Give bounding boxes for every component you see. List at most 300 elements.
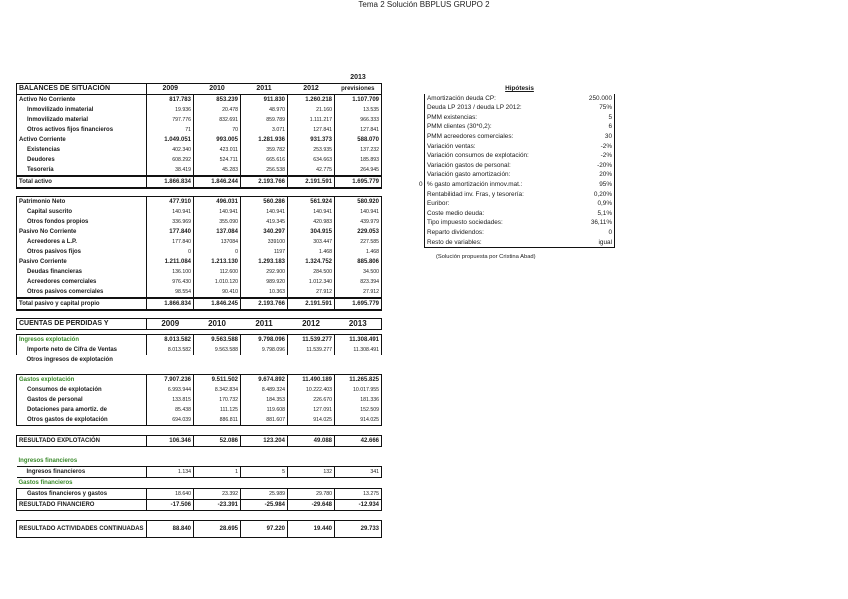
hypothesis-row (425, 180, 615, 190)
spacer-cell (288, 511, 335, 521)
hypothesis-label: 0 % gasto amortización inmov.mat.: (425, 180, 565, 190)
pyg-title: CUENTAS DE PERDIDAS Y (17, 319, 147, 330)
pyg-spacer (17, 365, 382, 375)
balance-cell: 1.866.834 (147, 298, 194, 310)
balance-cell: 140.941 (288, 207, 335, 217)
balance-cell: 185.893 (335, 155, 382, 165)
hypothesis-row (425, 94, 615, 104)
balance-cell: 21.160 (288, 105, 335, 115)
pyg-year: 2010 (194, 319, 241, 330)
pyg-cell (241, 478, 288, 489)
spacer-cell (241, 365, 288, 375)
pyg-row-label: Gastos de personal (17, 395, 147, 405)
hypotheses-title: Hipótesis (505, 85, 534, 92)
pyg-row (17, 489, 382, 500)
balance-cell: 524.711 (194, 155, 241, 165)
pyg-cell: 914.025 (288, 415, 335, 426)
hypothesis-value: 0,9% (565, 199, 615, 209)
balance-cell: 1.846.245 (194, 298, 241, 310)
spacer-cell (241, 188, 288, 197)
pyg-cell: -12.934 (335, 500, 382, 511)
pyg-cell: 85.438 (147, 405, 194, 415)
balance-cell: 1.846.244 (194, 176, 241, 188)
hypothesis-row (425, 228, 615, 238)
pyg-spacer (17, 447, 382, 457)
hypothesis-label: Reparto dividendos: (425, 228, 565, 238)
pyg-row-label: RESULTADO EXPLOTACIÓN (17, 436, 147, 447)
hypothesis-value: -2% (565, 142, 615, 152)
pyg-row-label: Gastos financieros (18, 480, 73, 486)
pyg-cell (335, 355, 382, 365)
balance-cell: 292.900 (241, 267, 288, 277)
balance-cell: 420.983 (288, 217, 335, 227)
balance-row-label: Activo Corriente (17, 135, 147, 145)
balance-cell: 419.345 (241, 217, 288, 227)
pyg-row (17, 456, 382, 467)
pyg-cell: 18.640 (147, 489, 194, 500)
hypothesis-label: PMM existencias: (425, 113, 565, 123)
balance-cell: 140.941 (194, 207, 241, 217)
balance-row-label: Inmovilizado material (17, 115, 147, 125)
spacer-cell (335, 188, 382, 197)
spacer-cell (335, 511, 382, 521)
hypothesis-label: PMM acreedores comerciales: (425, 132, 565, 142)
pyg-cell (194, 456, 241, 467)
hypothesis-row (425, 218, 615, 228)
balance-cell: 253.935 (288, 145, 335, 155)
pyg-spacer (17, 511, 382, 521)
balance-cell: 496.031 (194, 197, 241, 208)
hypothesis-row (425, 238, 615, 248)
pyg-cell (147, 355, 194, 365)
pyg-cell: -17.506 (147, 500, 194, 511)
hypothesis-label: Rentabilidad inv. Fras, y tesorería: (425, 190, 565, 200)
hypothesis-row (425, 103, 615, 113)
hypothesis-row (425, 161, 615, 171)
pyg-cell: 1 (194, 467, 241, 478)
balance-cell: 127.841 (335, 125, 382, 135)
balance-cell: 304.915 (288, 227, 335, 237)
pyg-cell: 5 (241, 467, 288, 478)
balance-cell: 2.193.766 (241, 298, 288, 310)
pyg-row-label: Importe neto de Cifra de Ventas (17, 345, 147, 355)
balance-spacer (17, 188, 382, 197)
hypothesis-row (425, 113, 615, 123)
spacer-cell (17, 426, 147, 436)
hypothesis-label: Variación consumos de explotación: (425, 151, 565, 161)
pyg-cell: 881.607 (241, 415, 288, 426)
balance-row-label: Acreedores comerciales (17, 277, 147, 287)
balance-cell: 38.419 (147, 165, 194, 176)
balance-cell: 817.783 (147, 95, 194, 106)
balance-row (17, 267, 382, 277)
balance-row-label: Inmovilizado inmaterial (17, 105, 147, 115)
pyg-row (17, 500, 382, 511)
pyg-cell: 23.392 (194, 489, 241, 500)
balance-cell: 402.340 (147, 145, 194, 155)
spacer-cell (335, 426, 382, 436)
hypothesis-value: 36,11% (565, 218, 615, 228)
hypothesis-value: 30 (565, 132, 615, 142)
pyg-cell: 11.539.277 (288, 335, 335, 346)
balance-cell: 140.941 (147, 207, 194, 217)
hypothesis-label: Deuda LP 2013 / deuda LP 2012: (425, 103, 565, 113)
balance-cell: 256.538 (241, 165, 288, 176)
balance-cell: 1.107.709 (335, 95, 382, 106)
hypothesis-value: igual (565, 238, 615, 248)
balance-cell: 2.191.591 (288, 298, 335, 310)
balance-cell: 439.979 (335, 217, 382, 227)
balance-table (16, 73, 382, 311)
pyg-row (17, 385, 382, 395)
balance-cell: 1.010.120 (194, 277, 241, 287)
balance-row-label: Activo No Corriente (17, 95, 147, 106)
balance-title: BALANCES DE SITUACIÓN (17, 84, 147, 95)
pyg-cell: 11.490.189 (288, 375, 335, 386)
pyg-row (17, 436, 382, 447)
balance-year: 2011 (241, 84, 288, 95)
pyg-cell: 10.017.955 (335, 385, 382, 395)
pyg-cell: 6.993.944 (147, 385, 194, 395)
pyg-cell: 29.780 (288, 489, 335, 500)
balance-cell: 634.663 (288, 155, 335, 165)
pyg-row (17, 521, 382, 538)
pyg-year: 2011 (241, 319, 288, 330)
pyg-row (17, 375, 382, 386)
balance-row (17, 145, 382, 155)
balance-cell: 136.100 (147, 267, 194, 277)
balance-cell: 1.468 (335, 247, 382, 257)
balance-cell: 140.941 (335, 207, 382, 217)
pyg-cell (147, 478, 194, 489)
balance-cell: 13.535 (335, 105, 382, 115)
pyg-cell: 119.608 (241, 405, 288, 415)
hypothesis-label: Euribor: (425, 199, 565, 209)
balance-row-label: Pasivo Corriente (17, 257, 147, 267)
balance-year: previsiones (335, 84, 382, 95)
balance-row (17, 257, 382, 267)
pyg-cell: 133.815 (147, 395, 194, 405)
spacer-cell (147, 365, 194, 375)
pyg-cell (288, 355, 335, 365)
hypothesis-label: Tipo impuesto sociedades: (425, 218, 565, 228)
hypothesis-value: 250.000 (565, 94, 615, 104)
pyg-cell (288, 478, 335, 489)
pyg-cell: 8.342.834 (194, 385, 241, 395)
pyg-row (17, 395, 382, 405)
hypothesis-value: 20% (565, 170, 615, 180)
balance-cell: 70 (194, 125, 241, 135)
pyg-cell: 11.308.491 (335, 335, 382, 346)
balance-cell: 665.616 (241, 155, 288, 165)
balance-row-label: Otros pasivos comerciales (17, 287, 147, 298)
pyg-cell: 184.353 (241, 395, 288, 405)
balance-cell: 34.500 (335, 267, 382, 277)
balance-cell: 423.011 (194, 145, 241, 155)
balance-cell: 340.297 (241, 227, 288, 237)
balance-cell: 1.695.779 (335, 176, 382, 188)
balance-cell: 588.070 (335, 135, 382, 145)
balance-row-label: Deudas financieras (17, 267, 147, 277)
balance-row (17, 227, 382, 237)
pyg-row-label: Ingresos financieros (18, 458, 78, 464)
hypotheses-table (419, 84, 615, 248)
hypothesis-row (425, 190, 615, 200)
balance-cell: 1.211.084 (147, 257, 194, 267)
balance-cell: 1.111.217 (288, 115, 335, 125)
balance-cell: 989.920 (241, 277, 288, 287)
balance-cell: 71 (147, 125, 194, 135)
author-note: (Solución propuesta por Cristina Abad) (436, 254, 536, 260)
balance-row-label: Deudores (17, 155, 147, 165)
pyg-row-label: Consumos de explotación (17, 385, 147, 395)
pyg-row (17, 335, 382, 346)
balance-row (17, 217, 382, 227)
balance-cell: 90.410 (194, 287, 241, 298)
pyg-cell: 29.733 (335, 521, 382, 538)
balance-cell: 0 (147, 247, 194, 257)
pyg-row-label: Dotaciones para amortiz. de (17, 405, 147, 415)
balance-cell: 976.430 (147, 277, 194, 287)
pyg-cell: 111.125 (194, 405, 241, 415)
spacer-cell (194, 365, 241, 375)
pyg-cell: -25.984 (241, 500, 288, 511)
balance-cell: 859.789 (241, 115, 288, 125)
hypothesis-value: 5,1% (565, 209, 615, 219)
hypothesis-value: 5 (565, 113, 615, 123)
balance-row (17, 115, 382, 125)
hypothesis-value: -20% (565, 161, 615, 171)
balance-cell: 608.292 (147, 155, 194, 165)
pyg-row-label: Otros ingresos de explotación (26, 357, 113, 363)
pyg-cell: 42.666 (335, 436, 382, 447)
balance-cell: 1.260.218 (288, 95, 335, 106)
pyg-cell: 9.674.892 (241, 375, 288, 386)
balance-cell: 10.363 (241, 287, 288, 298)
balance-row-label: Acreedores a L.P. (17, 237, 147, 247)
pyg-cell: 7.907.236 (147, 375, 194, 386)
balance-row-label: Patrimonio Neto (17, 197, 147, 208)
balance-cell: 227.585 (335, 237, 382, 247)
pyg-cell (335, 478, 382, 489)
balance-cell: 853.239 (194, 95, 241, 106)
pyg-cell: 9.798.096 (241, 345, 288, 355)
balance-row-label: Pasivo No Corriente (17, 227, 147, 237)
hypothesis-row (425, 142, 615, 152)
balance-cell: 885.806 (335, 257, 382, 267)
hypothesis-prefix: 0 (419, 180, 423, 188)
balance-cell: 137.084 (194, 227, 241, 237)
balance-cell: 177.840 (147, 227, 194, 237)
spacer-cell (288, 188, 335, 197)
balance-row-label: Tesorería (17, 165, 147, 176)
balance-cell: 823.394 (335, 277, 382, 287)
hypothesis-label: Resto de variables: (425, 238, 565, 248)
balance-row (17, 95, 382, 106)
pyg-cell: 52.086 (194, 436, 241, 447)
pyg-cell: 132 (288, 467, 335, 478)
hypothesis-label: PMM clientes (30*0,2): (425, 122, 565, 132)
balance-cell: 797.776 (147, 115, 194, 125)
hypothesis-label: Amortización deuda CP: (425, 94, 565, 104)
balance-cell: 140.941 (241, 207, 288, 217)
hypothesis-label: Variación gasto amortización: (425, 170, 565, 180)
pyg-cell: 106.346 (147, 436, 194, 447)
pyg-spacer (17, 426, 382, 436)
pyg-cell: 152.509 (335, 405, 382, 415)
pyg-cell: 127.091 (288, 405, 335, 415)
balance-cell: 177.840 (147, 237, 194, 247)
spacer-cell (288, 426, 335, 436)
pyg-cell: 9.511.502 (194, 375, 241, 386)
balance-row (17, 207, 382, 217)
hypothesis-row (425, 209, 615, 219)
balance-row (17, 105, 382, 115)
pyg-cell: 25.989 (241, 489, 288, 500)
balance-row (17, 237, 382, 247)
balance-year: 2012 (288, 84, 335, 95)
balance-row (17, 135, 382, 145)
hypothesis-label: Coste medio deuda: (425, 209, 565, 219)
pyg-cell (194, 478, 241, 489)
spacer-cell (288, 447, 335, 457)
balance-row-label: Otros fondos propios (17, 217, 147, 227)
pyg-cell: 8.013.582 (147, 345, 194, 355)
balance-row-label: Total activo (17, 176, 147, 188)
pyg-cell: 170.732 (194, 395, 241, 405)
spacer-cell (17, 511, 147, 521)
balance-row (17, 197, 382, 208)
balance-cell: 911.830 (241, 95, 288, 106)
spacer-cell (194, 511, 241, 521)
pyg-cell: 914.025 (335, 415, 382, 426)
balance-year: 2010 (194, 84, 241, 95)
pyg-cell: -29.648 (288, 500, 335, 511)
balance-row (17, 165, 382, 176)
hypothesis-value: 6 (565, 122, 615, 132)
pyg-cell: 11.265.825 (335, 375, 382, 386)
pyg-cell: 886.811 (194, 415, 241, 426)
balance-row-label: Total pasivo y capital propio (17, 298, 147, 310)
spacer-cell (241, 511, 288, 521)
balance-cell: 264.945 (335, 165, 382, 176)
balance-cell: 2.193.766 (241, 176, 288, 188)
pyg-year: 2009 (147, 319, 194, 330)
balance-cell: 1.468 (288, 247, 335, 257)
balance-cell: 48.970 (241, 105, 288, 115)
balance-row (17, 247, 382, 257)
balance-cell: 20.478 (194, 105, 241, 115)
pyg-cell: 49.088 (288, 436, 335, 447)
balance-cell: 580.920 (335, 197, 382, 208)
balance-cell: 2.191.591 (288, 176, 335, 188)
pyg-row (17, 478, 382, 489)
pyg-cell (288, 456, 335, 467)
spacer-cell (194, 447, 241, 457)
balance-year: 2009 (147, 84, 194, 95)
balance-cell: 1.324.752 (288, 257, 335, 267)
balance-cell: 42.775 (288, 165, 335, 176)
spacer-cell (241, 447, 288, 457)
balance-cell: 98.554 (147, 287, 194, 298)
balance-cell: 0 (194, 247, 241, 257)
balance-cell: 1197 (241, 247, 288, 257)
balance-row-label: Capital suscrito (17, 207, 147, 217)
pyg-cell: 11.308.491 (335, 345, 382, 355)
balance-cell: 229.053 (335, 227, 382, 237)
pyg-cell (194, 355, 241, 365)
pyg-cell: 123.204 (241, 436, 288, 447)
pyg-row-label: Gastos explotación (17, 375, 147, 386)
balance-cell: 832.691 (194, 115, 241, 125)
spacer-cell (241, 426, 288, 436)
pyg-cell (335, 456, 382, 467)
pyg-cell: 694.039 (147, 415, 194, 426)
pyg-cell: 9.798.096 (241, 335, 288, 346)
balance-cell: 477.910 (147, 197, 194, 208)
balance-cell: 1.012.340 (288, 277, 335, 287)
hypothesis-row (425, 132, 615, 142)
pyg-cell: 8.013.582 (147, 335, 194, 346)
pyg-cell: 9.563.588 (194, 335, 241, 346)
balance-cell: 27.912 (335, 287, 382, 298)
balance-row (17, 277, 382, 287)
balance-cell: 336.969 (147, 217, 194, 227)
pyg-cell: 9.563.588 (194, 345, 241, 355)
balance-row (17, 155, 382, 165)
balance-cell: 560.286 (241, 197, 288, 208)
pyg-row (17, 355, 382, 365)
balance-row-label: Otros activos fijos financieros (17, 125, 147, 135)
pyg-cell: 1.134 (147, 467, 194, 478)
pyg-row-label: Otros gastos de explotación (17, 415, 147, 426)
spacer-cell (17, 447, 147, 457)
balance-cell: 1.293.183 (241, 257, 288, 267)
hypothesis-row (425, 151, 615, 161)
pyg-cell: 97.220 (241, 521, 288, 538)
balance-cell: 966.333 (335, 115, 382, 125)
balance-cell: 45.283 (194, 165, 241, 176)
hypothesis-value: 0,20% (565, 190, 615, 200)
balance-cell: 1.213.130 (194, 257, 241, 267)
spacer-cell (335, 365, 382, 375)
hypothesis-value: 0 (565, 228, 615, 238)
pyg-row (17, 415, 382, 426)
spacer-cell (17, 365, 147, 375)
balance-cell: 112.600 (194, 267, 241, 277)
hypothesis-value: -2% (565, 151, 615, 161)
pyg-row (17, 467, 382, 478)
balance-year-2013: 2013 (350, 74, 366, 81)
balance-cell: 359.782 (241, 145, 288, 155)
pyg-cell: 88.840 (147, 521, 194, 538)
pyg-cell: 11.539.277 (288, 345, 335, 355)
balance-cell: 339100 (241, 237, 288, 247)
balance-row (17, 176, 382, 188)
balance-cell: 303.447 (288, 237, 335, 247)
balance-cell: 127.841 (288, 125, 335, 135)
pyg-cell: 181.336 (335, 395, 382, 405)
balance-cell: 3.071 (241, 125, 288, 135)
hypothesis-row (425, 199, 615, 209)
spacer-cell (147, 188, 194, 197)
pyg-cell (147, 456, 194, 467)
hypothesis-label: Variación ventas: (425, 142, 565, 152)
pyg-cell: -23.391 (194, 500, 241, 511)
pyg-cell: 19.440 (288, 521, 335, 538)
pyg-row-label: Ingresos financieros (17, 467, 147, 478)
balance-cell: 1.866.834 (147, 176, 194, 188)
